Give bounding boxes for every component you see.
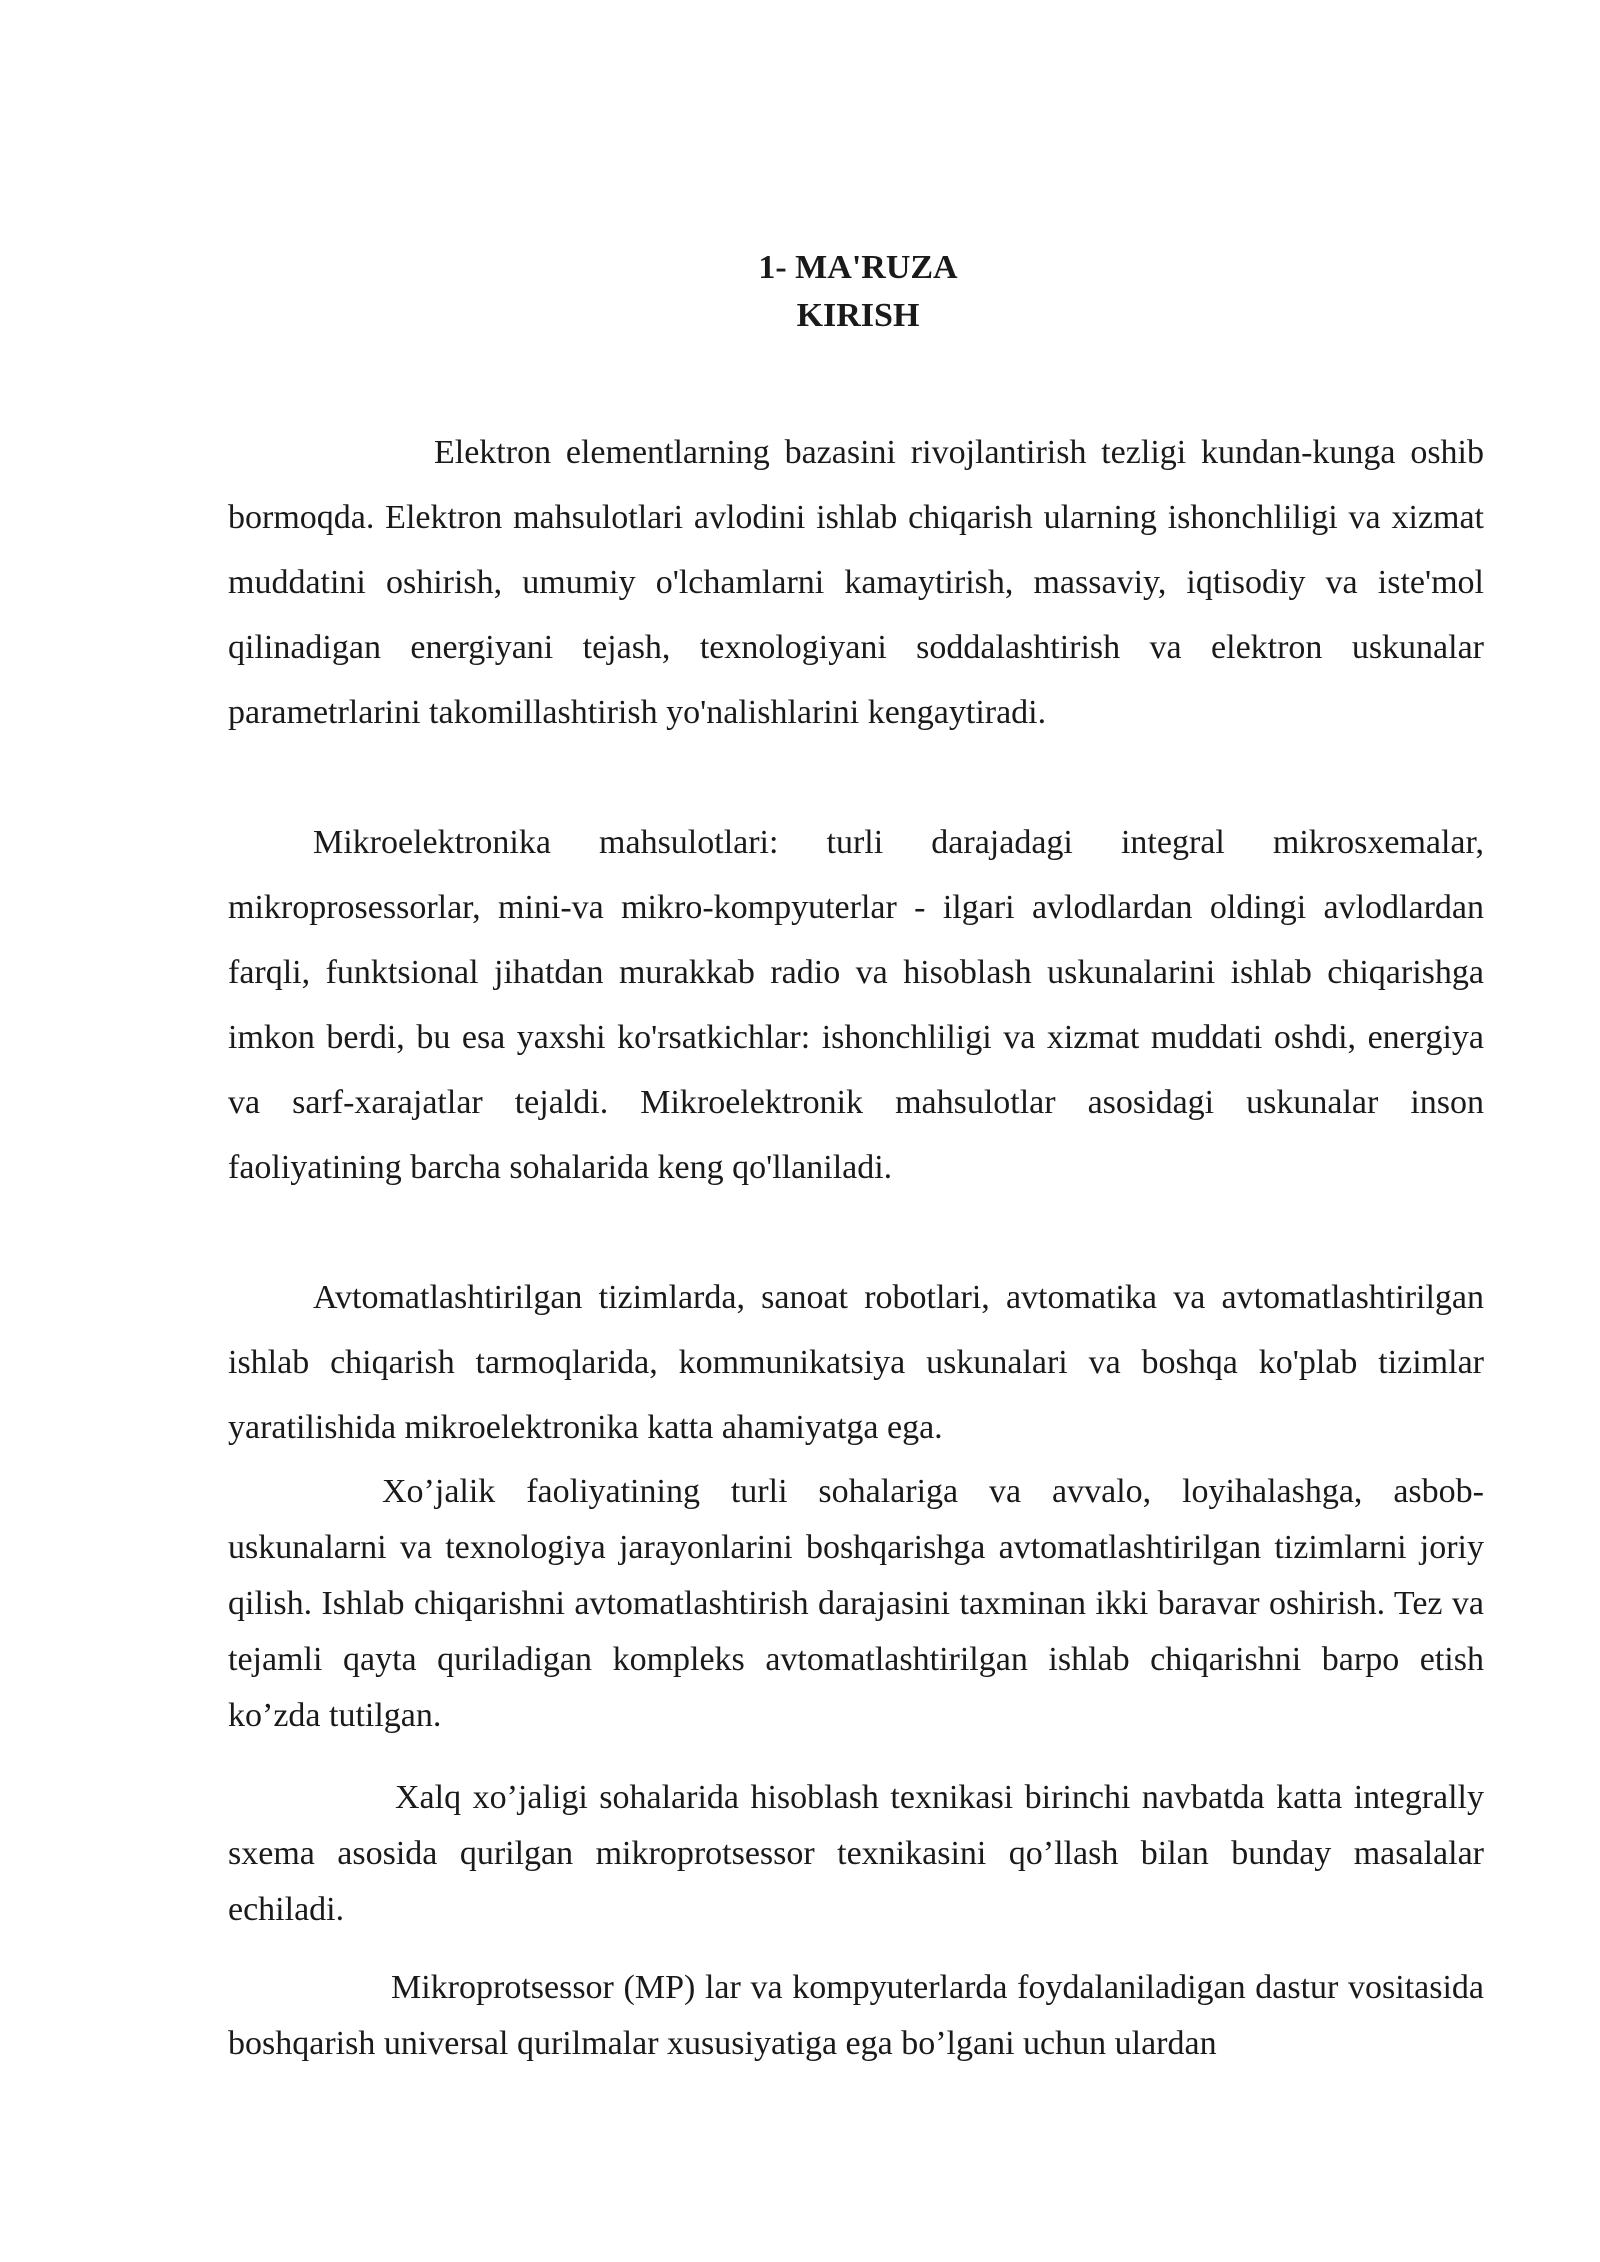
paragraph-computing-tasks: Xalq xo’jaligi sohalarida hisoblash texnikasi birinchi navbatda katta integrally sxema asosida qurilgan mikroprotsessor texnikasini qo’llash bilan bunday masalalar echiladi. (228, 1779, 1484, 1928)
paragraph-microprocessors: Mikroprotsessor (MP) lar va kompyuterlarda foydalaniladigan dastur vositasida boshqarish universal qurilmalar xususiyatiga ega bo’lgani uchun ulardan (228, 1969, 1484, 2062)
section-title-heading: KIRISH (796, 297, 920, 334)
paragraph-economy-automation: Xo’jalik faoliyatining turli sohalariga va avvalo, loyihalashga, asbob-uskunalarni va texnologiya jarayonlarini boshqarishga avtomatlashtirilgan tizimlarni joriy qilish. Ishlab chiqarishni avtomatlashtirish darajasini taxminan ikki baravar oshirish. Tez va tejamli qayta quriladigan kompleks avtomatlashtirilgan ishlab chiqarishni barpo etish ko’zda tutilgan. (228, 1473, 1484, 1734)
paragraph-automated-systems: Avtomatlashtirilgan tizimlarda, sanoat robotlari, avtomatika va avtomatlashtirilgan ishlab chiqarish tarmoqlarida, kommunikatsiya uskunalari va boshqa ko'plab tizimlar yaratilishida mikroelektronika katta ahamiyatga ega. (228, 1279, 1484, 1446)
lecture-number-heading: 1- MA'RUZA (758, 249, 958, 286)
paragraph-microelectronics-products: Mikroelektronika mahsulotlari: turli darajadagi integral mikrosxemalar, mikroprosessorlar, mini-va mikro-kompyuterlar - ilgari avlodlardan oldingi avlodlardan farqli, funktsional jihatdan murakkab radio va hisoblash uskunalarini ishlab chiqarishga imkon berdi, bu esa yaxshi ko'rsatkichlar: ishonchliligi va xizmat muddati oshdi, energiya va sarf-xarajatlar tejaldi. Mikroelektronik mahsulotlar asosidagi uskunalar inson faoliyatining barcha sohalarida keng qo'llaniladi. (228, 824, 1484, 1186)
paragraph-intro: Elektron elementlarning bazasini rivojlantirish tezligi kundan-kunga oshib bormoqda. Elektron mahsulotlari avlodini ishlab chiqarish ularning ishonchliligi va xizmat muddatini oshirish, umumiy o'lchamlarni kamaytirish, massaviy, iqtisodiy va iste'mol qilinadigan energiyani tejash, texnologiyani soddalashtirish va elektron uskunalar parametrlarini takomillashtirish yo'nalishlarini kengaytiradi. (228, 434, 1484, 731)
